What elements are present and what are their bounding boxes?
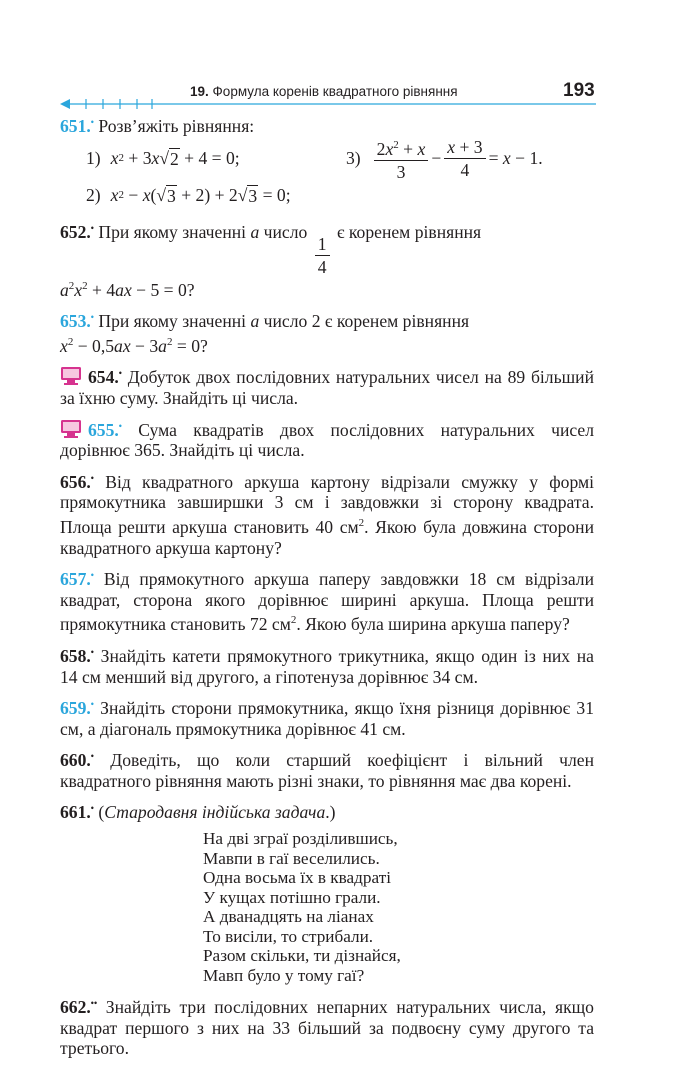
- poem-line: Мавпи в гаї веселились.: [203, 848, 380, 868]
- exercise-660: 660.• Доведіть, що коли старший коефіцієнт і вільний член квадратного рівняння мають різні знаки, то рівняння має два корені.: [60, 750, 594, 791]
- exercise-655: 655.• Сума квадратів двох послідовних натуральних чисел дорівнює 365. Знайдіть ці числа.: [60, 419, 594, 461]
- exercise-number: 661.•: [60, 802, 94, 823]
- exercise-656: 656.• Від квадратного аркуша картону відрізали смужку у формі прямокутника завширшки 3 см і завдовжки зі сторону квадрата. Площа решти аркуша становить 40 $см^2$. Якою була довжина сторони квадратного аркуша картону?: [60, 471, 595, 558]
- exercise-number: 660.•: [60, 750, 94, 771]
- equation-2: 2) x 2 − x ( √ 3 + 2) + 2 √ 3 = 0;: [86, 185, 291, 206]
- exercise-651: [60, 112, 594, 137]
- exercise-658: 658.• Знайдіть катети прямокутного трикутника, якщо один із них на 14 см менший від другого, а гіпотенуза дорівнює 34 см.: [60, 645, 594, 687]
- exercise-number: 651.•: [60, 116, 94, 136]
- exercise-662: 662.•• Знайдіть три послідовних непарних натуральних числа, якщо квадрат першого з них на 33 більший за подвоєну суму другого та третього.: [60, 997, 594, 1059]
- exercise-number: 655.•: [88, 419, 122, 440]
- computer-icon: [60, 366, 82, 386]
- poem-line: Мавп було у тому гаї?: [203, 965, 365, 985]
- exercise-652: 652.• При якому значенні a число $\frac{1}{4}$ є коренем рівняння $a^2x^2 + 4ax - 5 = 0$?: [60, 221, 482, 300]
- exercise-661: 661.• (Стародавня індійська задача.): [60, 802, 336, 823]
- exercise-number: 659.•: [60, 698, 94, 719]
- header-ruler-line: [60, 96, 596, 112]
- section-number: 19.: [190, 84, 209, 99]
- poem-line: Разом скільки, ти дізнайся,: [203, 946, 401, 966]
- exercise-number: 657.•: [60, 569, 94, 590]
- exercise-list: [60, 112, 594, 1066]
- exercise-number: 662.••: [60, 997, 98, 1018]
- exercise-653: 653.• При якому значенні a число 2 є коренем рівняння $x^2 - 0,5ax - 3a^2 = 0$?: [60, 311, 470, 356]
- poem-line: А дванадцять на ліанах: [203, 907, 374, 927]
- computer-icon: [60, 419, 82, 439]
- equation-3: 3) $\frac{2x^2 + x}{3}$ − $\frac{x + 3}{4}$ = x − 1.: [346, 137, 543, 183]
- exercise-text: Розв’яжіть рівняння:: [98, 116, 255, 136]
- page-header: [0, 0, 695, 120]
- exercise-title: Стародавня індійська задача: [104, 802, 326, 823]
- poem-line: То висіли, то стрибали.: [203, 926, 374, 946]
- fraction: $\frac{2x^2 + x}{3}$: [374, 136, 429, 181]
- equation-row: [86, 137, 594, 183]
- exercise-number: 653.•: [60, 311, 94, 332]
- poem: [203, 829, 594, 985]
- poem-line: На дві зграї розділившись,: [203, 829, 398, 849]
- poem-line: Одна восьма їх в квадраті: [203, 868, 391, 888]
- exercise-number: 658.•: [60, 645, 94, 666]
- section-title-text: Формула коренів квадратного рівняння: [212, 84, 458, 99]
- exercise-657: 657.• Від прямокутного аркуша паперу завдовжки 18 см відрізали квадрат, сторона якого дорівнює ширині аркуша. Площа решти прямокутника становить 72 $см^2$. Якою була ширина аркуша паперу?: [60, 569, 594, 635]
- exercise-number: 654.•: [88, 367, 122, 388]
- poem-line: У кущах потішно грали.: [203, 887, 381, 907]
- page-number: 193: [563, 80, 595, 101]
- exercise-654: 654.• Добуток двох послідовних натуральних чисел на 89 більший за їхню суму. Знайдіть ці числа.: [60, 367, 594, 408]
- exercise-659: 659.• Знайдіть сторони прямокутника, якщо їхня різниця дорівнює 31 см, а діагональ прямокутника дорівнює 41 см.: [60, 698, 594, 739]
- fraction: $\frac{1}{4}$: [315, 235, 330, 276]
- fraction: $\frac{x + 3}{4}$: [444, 138, 485, 179]
- equation-row: [86, 179, 594, 213]
- exercise-number: 656.•: [60, 471, 94, 492]
- exercise-number: 652.•: [60, 221, 94, 242]
- equation-1: 1) x 2 + 3 x √ 2 + 4 = 0;: [86, 148, 240, 169]
